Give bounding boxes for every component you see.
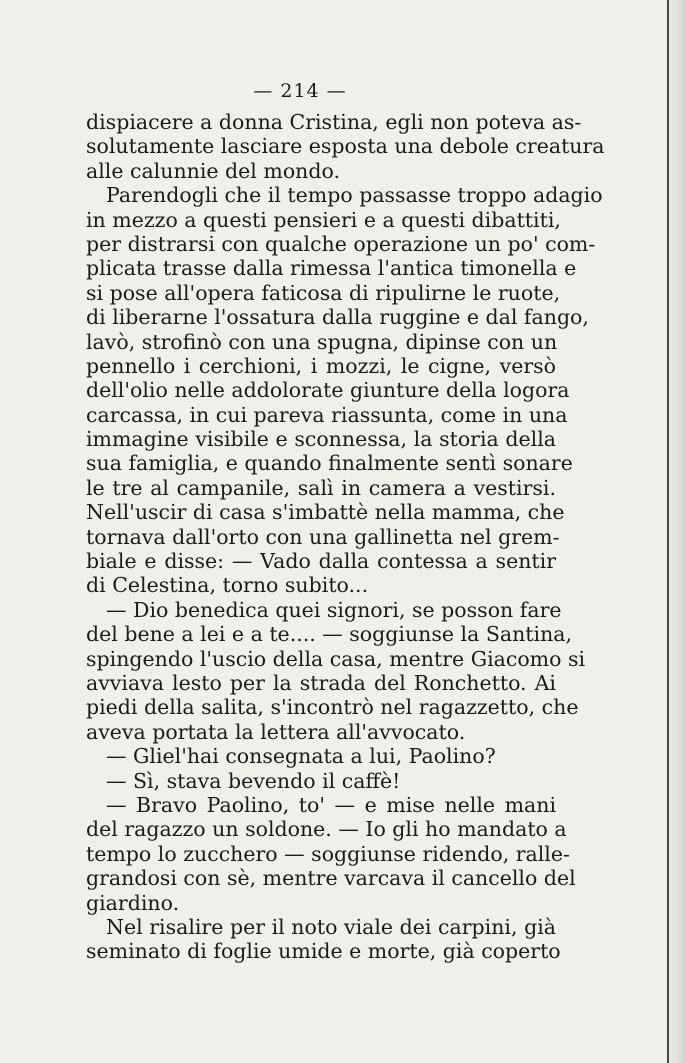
text-line: tempo lo zucchero — soggiunse ridendo, ralle- xyxy=(86,841,570,866)
text-line: — Gliel'hai consegnata a lui, Paolino? xyxy=(106,744,496,769)
text-line: dispiacere a donna Cristina, egli non poteva as- xyxy=(86,110,582,134)
text-line: sua famiglia, e quando finalmente sentì sonare xyxy=(86,451,573,476)
page-edge-line xyxy=(667,0,669,1063)
text-line: per distrarsi con qualche operazione un po' com- xyxy=(86,231,596,256)
text-line: aveva portata la lettera all'avvocato. xyxy=(86,719,466,744)
text-line: lavò, strofinò con una spugna, dipinse con un xyxy=(86,329,558,354)
text-line: del ragazzo un soldone. — Io gli ho mandato a xyxy=(86,817,567,842)
page-number: — 214 — xyxy=(253,80,347,102)
text-line: solutamente lasciare esposta una debole creatura xyxy=(86,134,605,159)
text-line: giardino. xyxy=(86,890,180,915)
body-text xyxy=(86,110,605,964)
text-line: alle calunnie del mondo. xyxy=(86,158,340,183)
text-line: carcassa, in cui pareva riassunta, come in una xyxy=(86,402,568,427)
text-line: le tre al campanile, salì in camera a vestirsi. xyxy=(86,475,556,500)
text-line: biale e disse: — Vado dalla contessa a sentir xyxy=(86,549,556,574)
text-line: tornava dall'orto con una gallinetta nel grem- xyxy=(86,524,560,549)
text-line: in mezzo a questi pensieri e a questi dibattiti, xyxy=(86,207,561,232)
text-line: pennello i cerchioni, i mozzi, le cigne, versò xyxy=(86,353,556,378)
text-line: di liberarne l'ossatura dalla ruggine e dal fango, xyxy=(86,305,589,330)
text-line: — Bravo Paolino, to' — e mise nelle mani xyxy=(106,792,556,817)
text-line: dell'olio nelle addolorate giunture della logora xyxy=(86,378,570,403)
text-line: Nel risalire per il noto viale dei carpini, già xyxy=(106,914,556,939)
text-line: grandosi con sè, mentre varcava il cancello del xyxy=(86,866,576,891)
text-line: Nell'uscir di casa s'imbattè nella mamma, che xyxy=(86,500,565,525)
text-line: — Dio benedica quei signori, se posson fare xyxy=(106,597,562,622)
text-line: immagine visibile e sconnessa, la storia della xyxy=(86,427,556,452)
text-line: Parendogli che il tempo passasse troppo adagio xyxy=(106,183,603,208)
text-line: del bene a lei e a te.... — soggiunse la Santina, xyxy=(86,622,573,647)
text-line: si pose all'opera faticosa di ripulirne le ruote, xyxy=(86,280,561,305)
text-line: avviava lesto per la strada del Ronchetto. Ai xyxy=(86,670,556,695)
text-line: plicata trasse dalla rimessa l'antica timonella e xyxy=(86,256,577,281)
text-line: di Celestina, torno subito... xyxy=(86,573,369,598)
text-line: seminato di foglie umide e morte, già coperto xyxy=(86,939,561,964)
text-line: piedi della salita, s'incontrò nel ragazzetto, che xyxy=(86,695,579,720)
text-line: spingendo l'uscio della casa, mentre Giacomo si xyxy=(86,646,586,671)
text-line: — Sì, stava bevendo il caffè! xyxy=(106,768,401,793)
